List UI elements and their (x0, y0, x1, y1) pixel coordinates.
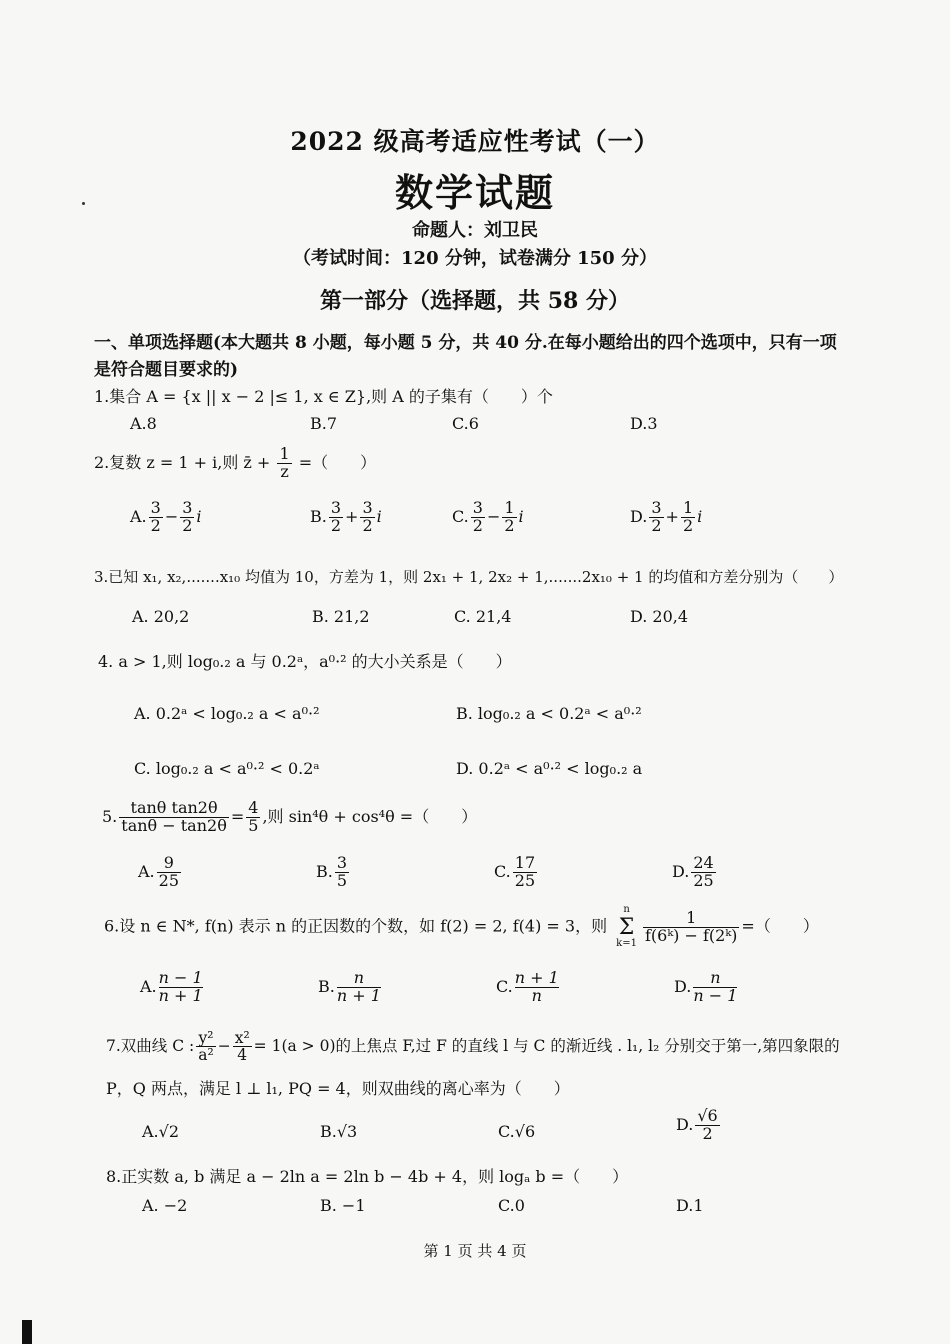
q4-option-d: D. 0.2ᵃ < a⁰·² < log₀.₂ a (456, 759, 643, 778)
q3-option-c: C. 21,4 (454, 607, 512, 626)
question-3-stem: 3.已知 x₁, x₂,.......x₁₀ 均值为 10，方差为 1，则 2x₁ + 1, 2x₂ + 1,.......2x₁₀ + 1 的均值和方差分别为（ ） (94, 568, 844, 586)
q6-sum-symbol: n Σ k=1 (616, 904, 637, 949)
q6-option-a: A. $\frac{n - 1}{n + 1}$ (140, 968, 203, 1005)
q4-option-c: C. log₀.₂ a < a⁰·² < 0.2ᵃ (134, 759, 320, 778)
part-title: 第一部分（选择题，共 58 分） (320, 288, 630, 314)
question-7-stem: 7.双曲线 C : $\frac{\text{y²}}{\text{a²}}$ − $\frac{\text{x²}}{4}$ = 1(a > 0)的上焦点 F,过 F 的直线 l 与 C 的渐近线 . l₁, l₂ 分别交于第一,第四象限的 (106, 1029, 840, 1065)
q1-option-c: C.6 (452, 414, 479, 433)
subject-title: 数学试题 (394, 170, 555, 215)
question-1-stem: 1.集合 A = {x || x − 2 |≤ 1, x ∈ Z},则 A 的子集有（ ）个 (94, 387, 553, 406)
question-4-stem: 4. a > 1,则 log₀.₂ a 与 0.2ᵃ，a⁰·² 的大小关系是（ ） (98, 652, 512, 671)
exam-title: 2022 级高考适应性考试（一） (290, 127, 660, 156)
exam-info: （考试时间：120 分钟，试卷满分 150 分） (293, 248, 657, 269)
q1-option-d: D.3 (630, 414, 658, 433)
q7-option-c: C.√6 (498, 1122, 536, 1141)
section-heading-line1: 一、单项选择题(本大题共 8 小题，每小题 5 分，共 40 分.在每小题给出的四个选项中，只有一项 (94, 333, 837, 353)
q2-option-d: D. $\frac{3}{2}$ + $\frac{1}{2}$ i (630, 498, 703, 535)
q8-option-d: D.1 (676, 1196, 704, 1215)
author-line: 命题人：刘卫民 (412, 220, 538, 241)
q8-option-c: C.0 (498, 1196, 525, 1215)
q3-option-d: D. 20,4 (630, 607, 689, 626)
q3-option-a: A. 20,2 (132, 607, 190, 626)
question-2-stem: 2.复数 z = 1 + i,则 z̄ + $\frac{1}{z}$ =（ ） (94, 444, 377, 481)
q8-option-a: A. −2 (142, 1196, 188, 1215)
q4-option-a: A. 0.2ᵃ < log₀.₂ a < a⁰·² (134, 704, 320, 723)
question-5-stem: 5. $\frac{\text{tanθ tan2θ}}{\tan\theta - \tan 2\theta}$ = $\frac{4}{5}$ ,则 sin⁴θ + cos⁴θ =（ ） (102, 798, 478, 835)
q7-option-b: B.√3 (320, 1122, 358, 1141)
q3-option-b: B. 21,2 (312, 607, 370, 626)
q2-option-b: B. $\frac{3}{2}$ + $\frac{3}{2}$ i (310, 498, 382, 535)
q6-option-d: D. $\frac{n}{n - 1}$ (674, 968, 738, 1005)
q1-option-b: B.7 (310, 414, 338, 433)
q5-stem-fraction: $\frac{\text{tanθ tan2θ}}{\tan\theta - \tan 2\theta}$ (121, 798, 227, 835)
q8-option-b: B. −1 (320, 1196, 366, 1215)
q5-option-d: D. $\frac{24}{25}$ (672, 853, 714, 890)
q2-option-a: A. $\frac{3}{2}$ − $\frac{3}{2}$ i (130, 498, 202, 535)
question-7-stem-line2: P，Q 两点，满足 l ⊥ l₁, PQ = 4，则双曲线的离心率为（ ） (106, 1079, 570, 1098)
q7-option-d: D. $\frac{√6}{2}$ (676, 1106, 718, 1143)
q5-option-c: C. $\frac{17}{25}$ (494, 853, 536, 890)
q6-stem-fraction: $\frac{1}{\text{f(6ᵏ) − f(2ᵏ)}}$ (644, 907, 738, 945)
q2-option-c: C. $\frac{3}{2}$ − $\frac{1}{2}$ i (452, 498, 524, 535)
q6-option-c: C. $\frac{n + 1}{n}$ (496, 968, 559, 1005)
question-8-stem: 8.正实数 a, b 满足 a − 2ln a = 2ln b − 4b + 4，则 logₐ b =（ ） (106, 1167, 629, 1186)
q4-option-b: B. log₀.₂ a < 0.2ᵃ < a⁰·² (456, 704, 642, 723)
page-footer: 第 1 页 共 4 页 (423, 1242, 527, 1260)
q7-option-a: A.√2 (142, 1122, 180, 1141)
scan-edge-mark (22, 1320, 32, 1344)
q6-option-b: B. $\frac{n}{n + 1}$ (318, 968, 381, 1005)
question-6-stem: 6.设 n ∈ N*, f(n) 表示 n 的正因数的个数，如 f(2) = 2, f(4) = 3，则 n Σ k=1 $\frac{1}{\text{f(6ᵏ) − f(2ᵏ)}}$ =（ ） (104, 904, 819, 949)
q2-stem-fraction: $\frac{1}{z}$ (279, 444, 290, 481)
q1-option-a: A.8 (130, 414, 157, 433)
section-heading-line2: 是符合题目要求的) (94, 360, 239, 380)
q5-option-b: B. $\frac{3}{5}$ (316, 853, 348, 890)
q5-option-a: A. $\frac{9}{25}$ (138, 853, 179, 890)
